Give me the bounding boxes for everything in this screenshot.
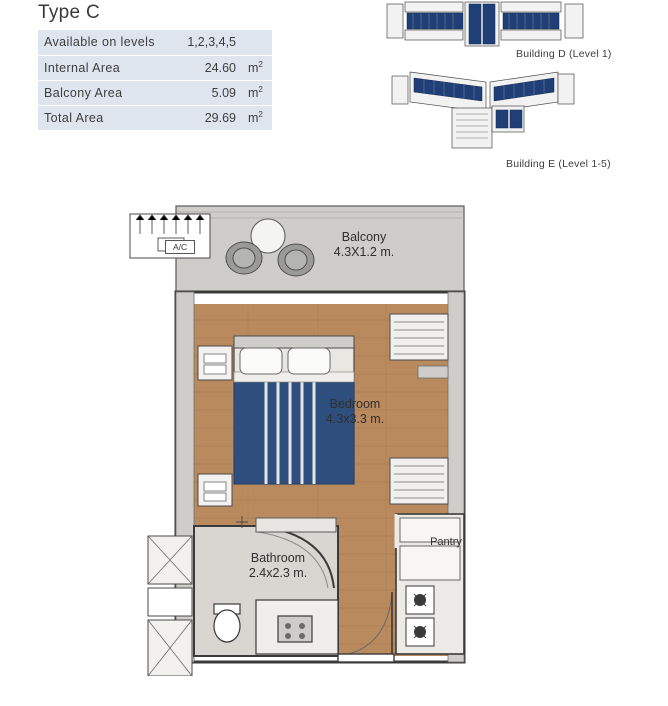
table-row — [38, 80, 272, 105]
floorplan-svg — [128, 196, 476, 676]
keyplan-building-d — [383, 0, 588, 50]
spec-value: 1,2,3,4,5 — [175, 30, 242, 55]
spec-value: 24.60 — [175, 55, 242, 80]
table-row — [38, 30, 272, 55]
spec-label: Balcony Area — [38, 80, 175, 105]
spec-unit: $m^2$ — [242, 80, 272, 105]
floorplan-drawing — [128, 196, 476, 676]
room-label-pantry: Pantry — [430, 536, 462, 548]
spec-value: 29.69 — [204, 110, 236, 125]
keyplan-caption-e: Building E (Level 1-5) — [506, 158, 611, 170]
table-row — [38, 105, 272, 130]
specification-table — [38, 30, 272, 130]
room-label-balcony: Balcony 4.3X1.2 m. — [333, 230, 395, 259]
ac-unit-label: A/C — [165, 240, 195, 254]
spec-unit: $m^2$ — [248, 110, 263, 126]
room-label-bedroom: Bedroom 4.3x3.3 m. — [325, 397, 385, 426]
spec-label: Available on levels — [38, 30, 175, 55]
spec-value: 5.09 — [175, 80, 242, 105]
spec-unit: $m^2$ — [242, 55, 272, 80]
keyplan-caption-d: Building D (Level 1) — [516, 48, 612, 60]
spec-unit — [242, 30, 272, 55]
page-title: Type C — [38, 2, 100, 23]
spec-label: Total Area — [44, 110, 104, 125]
room-label-bathroom: Bathroom 2.4x2.3 m. — [248, 551, 308, 580]
table-row — [38, 55, 272, 80]
keyplan-building-e — [390, 68, 585, 153]
spec-label: Internal Area — [38, 55, 175, 80]
